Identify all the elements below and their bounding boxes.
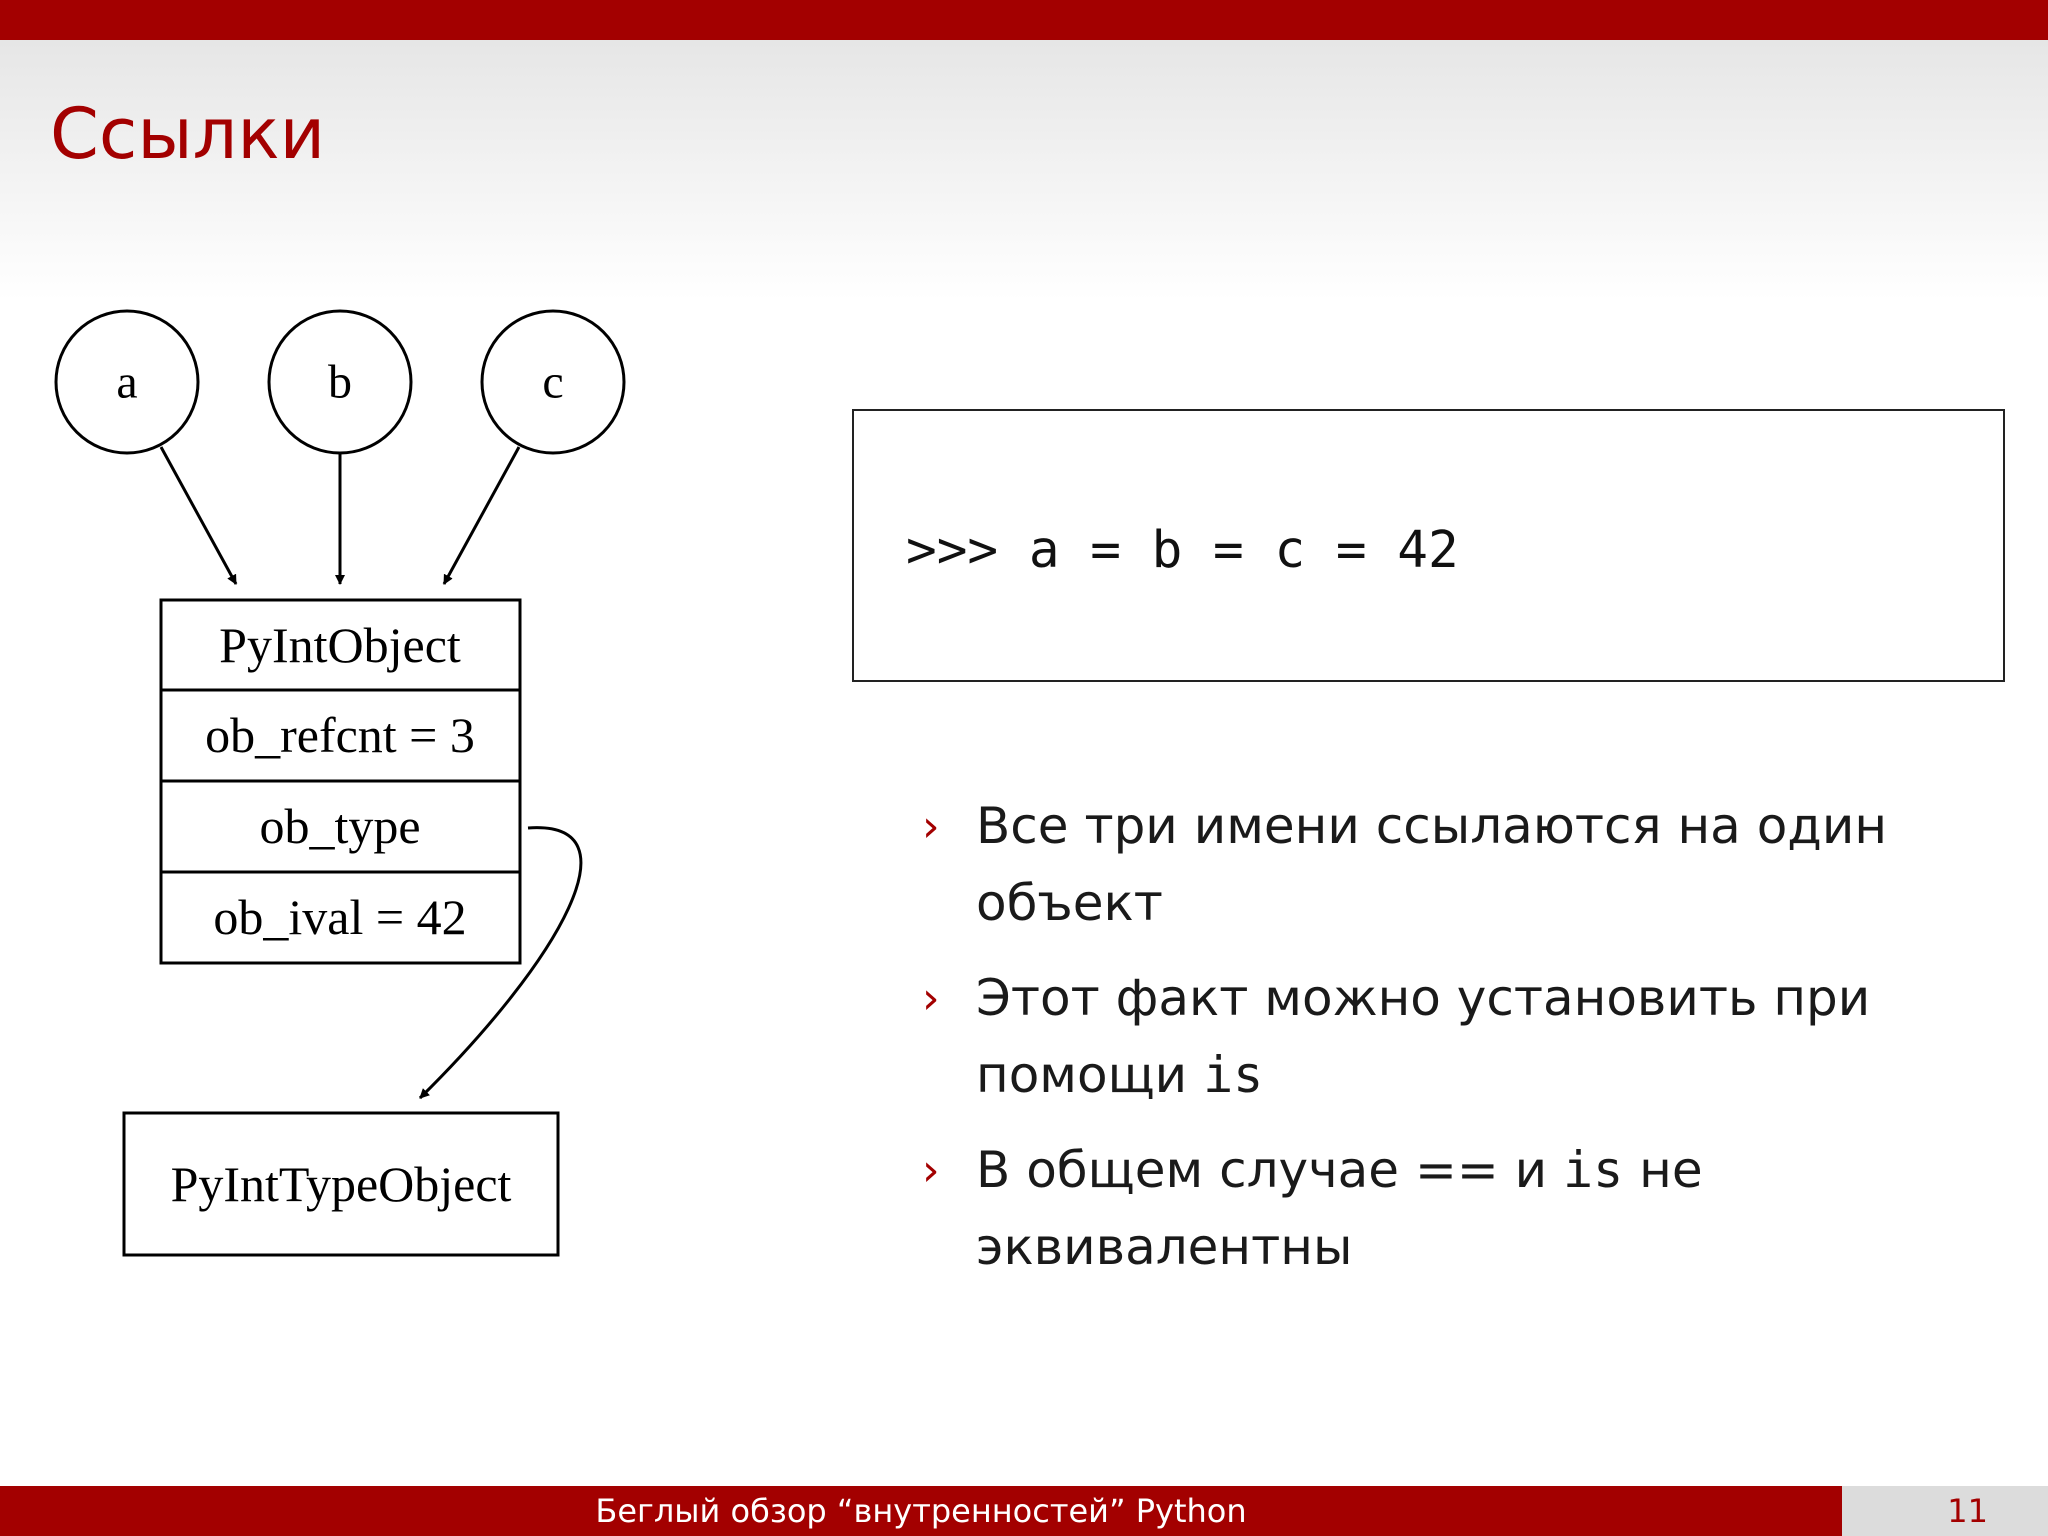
edge-a-object <box>161 447 236 584</box>
pyinttypeobject-node <box>124 1113 558 1255</box>
node-c <box>482 311 624 453</box>
node-b-label: b <box>328 355 352 409</box>
bullet-item <box>922 788 1982 942</box>
node-a-label: a <box>116 355 138 409</box>
page-number-box <box>1842 1486 2048 1536</box>
record-field-type: ob_type <box>259 798 421 854</box>
bullet-text: В общем случае == и <box>976 1141 1564 1199</box>
footer-bar <box>0 1486 1842 1536</box>
bullet-item <box>922 1132 1982 1286</box>
footer-title: Беглый обзор “внутренностей” Python <box>595 1492 1247 1530</box>
bullet-code: is <box>1563 1141 1624 1199</box>
code-box <box>852 409 2005 682</box>
bullet-chevron-icon: › <box>922 801 940 852</box>
reference-diagram <box>0 0 640 1290</box>
bullet-chevron-icon: › <box>922 1145 940 1196</box>
bullet-item <box>922 960 1982 1114</box>
bullet-chevron-icon: › <box>922 973 940 1024</box>
type-node-label: PyIntTypeObject <box>170 1156 512 1212</box>
bullet-code: is <box>1203 1046 1264 1104</box>
node-a <box>56 311 198 453</box>
record-field-refcnt: ob_refcnt = 3 <box>205 707 475 763</box>
edge-c-object <box>444 447 519 584</box>
bullet-text: Все три имени ссылаются на один объект <box>976 797 1888 932</box>
bullet-text: Этот факт можно установить при помощи <box>976 969 1871 1104</box>
pyintobject-record <box>161 600 520 963</box>
record-header: PyIntObject <box>219 617 461 673</box>
bullet-list <box>922 788 1982 1304</box>
node-c-label: c <box>542 355 564 409</box>
bullet-text: не эквивалентны <box>976 1141 1703 1276</box>
code-line: >>> a = b = c = 42 <box>906 521 1459 580</box>
node-b <box>269 311 411 453</box>
record-field-ival: ob_ival = 42 <box>213 889 467 945</box>
slide-title: Ссылки <box>50 93 326 175</box>
page-number: 11 <box>1947 1492 1988 1530</box>
